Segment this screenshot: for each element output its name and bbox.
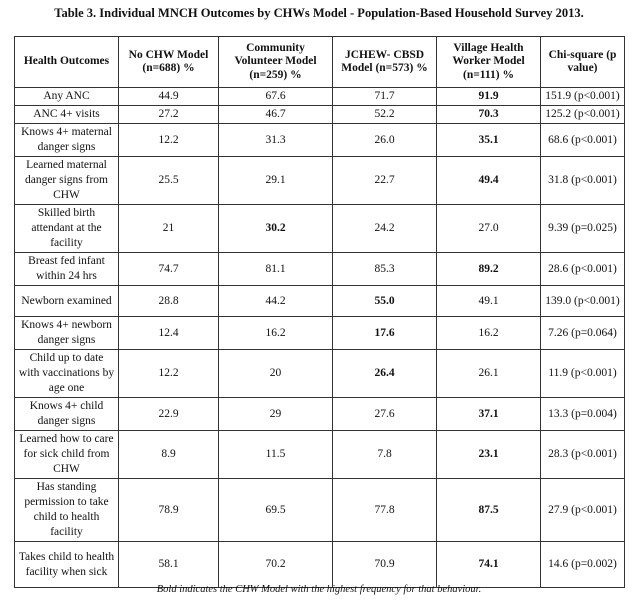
outcome-label-cell: Skilled birth attendant at the facility xyxy=(15,205,119,253)
no-chw-cell: 78.9 xyxy=(119,479,219,542)
chi-square-cell: 9.39 (p=0.025) xyxy=(541,205,625,253)
community-volunteer-cell: 44.2 xyxy=(219,286,333,317)
community-volunteer-cell: 11.5 xyxy=(219,431,333,479)
village-health-worker-cell: 89.2 xyxy=(437,253,541,286)
chi-square-cell: 139.0 (p<0.001) xyxy=(541,286,625,317)
community-volunteer-cell: 69.5 xyxy=(219,479,333,542)
community-volunteer-cell: 46.7 xyxy=(219,106,333,124)
outcome-label-cell: Has standing permission to take child to health facility xyxy=(15,479,119,542)
chi-square-cell: 7.26 (p=0.064) xyxy=(541,317,625,350)
table-body xyxy=(15,88,625,588)
jchew-cbsd-cell: 7.8 xyxy=(333,431,437,479)
community-volunteer-cell: 81.1 xyxy=(219,253,333,286)
community-volunteer-cell: 29 xyxy=(219,398,333,431)
community-volunteer-cell: 29.1 xyxy=(219,157,333,205)
jchew-cbsd-cell: 71.7 xyxy=(333,88,437,106)
jchew-cbsd-cell: 22.7 xyxy=(333,157,437,205)
table-row xyxy=(15,542,625,588)
table-row xyxy=(15,106,625,124)
community-volunteer-cell: 31.3 xyxy=(219,124,333,157)
jchew-cbsd-cell: 17.6 xyxy=(333,317,437,350)
no-chw-cell: 74.7 xyxy=(119,253,219,286)
no-chw-cell: 58.1 xyxy=(119,542,219,588)
community-volunteer-cell: 20 xyxy=(219,350,333,398)
village-health-worker-cell: 23.1 xyxy=(437,431,541,479)
table-row xyxy=(15,398,625,431)
village-health-worker-cell: 87.5 xyxy=(437,479,541,542)
jchew-cbsd-cell: 26.0 xyxy=(333,124,437,157)
jchew-cbsd-cell: 26.4 xyxy=(333,350,437,398)
no-chw-cell: 25.5 xyxy=(119,157,219,205)
chi-square-cell: 151.9 (p<0.001) xyxy=(541,88,625,106)
table-row xyxy=(15,431,625,479)
chi-square-cell: 28.3 (p<0.001) xyxy=(541,431,625,479)
no-chw-cell: 22.9 xyxy=(119,398,219,431)
village-health-worker-cell: 91.9 xyxy=(437,88,541,106)
no-chw-cell: 28.8 xyxy=(119,286,219,317)
table-row xyxy=(15,479,625,542)
village-health-worker-cell: 26.1 xyxy=(437,350,541,398)
header-no-chw: No CHW Model (n=688) % xyxy=(119,37,219,88)
header-community-volunteer: Community Volunteer Model (n=259) % xyxy=(219,37,333,88)
table-row xyxy=(15,286,625,317)
chi-square-cell: 11.9 (p<0.001) xyxy=(541,350,625,398)
header-row xyxy=(15,37,625,88)
village-health-worker-cell: 49.1 xyxy=(437,286,541,317)
village-health-worker-cell: 16.2 xyxy=(437,317,541,350)
outcome-label-cell: Knows 4+ newborn danger signs xyxy=(15,317,119,350)
outcome-label-cell: Newborn examined xyxy=(15,286,119,317)
outcome-label-cell: Learned how to care for sick child from CHW xyxy=(15,431,119,479)
village-health-worker-cell: 49.4 xyxy=(437,157,541,205)
outcome-label-cell: Takes child to health facility when sick xyxy=(15,542,119,588)
chi-square-cell: 125.2 (p<0.001) xyxy=(541,106,625,124)
header-health-outcomes: Health Outcomes xyxy=(15,37,119,88)
outcomes-table xyxy=(14,36,625,588)
chi-square-cell: 68.6 (p<0.001) xyxy=(541,124,625,157)
chi-square-cell: 31.8 (p<0.001) xyxy=(541,157,625,205)
outcome-label-cell: Child up to date with vaccinations by age one xyxy=(15,350,119,398)
outcome-label-cell: Any ANC xyxy=(15,88,119,106)
no-chw-cell: 27.2 xyxy=(119,106,219,124)
no-chw-cell: 8.9 xyxy=(119,431,219,479)
jchew-cbsd-cell: 27.6 xyxy=(333,398,437,431)
jchew-cbsd-cell: 85.3 xyxy=(333,253,437,286)
no-chw-cell: 21 xyxy=(119,205,219,253)
outcome-label-cell: Breast fed infant within 24 hrs xyxy=(15,253,119,286)
village-health-worker-cell: 35.1 xyxy=(437,124,541,157)
chi-square-cell: 27.9 (p<0.001) xyxy=(541,479,625,542)
jchew-cbsd-cell: 52.2 xyxy=(333,106,437,124)
table-row xyxy=(15,88,625,106)
chi-square-cell: 28.6 (p<0.001) xyxy=(541,253,625,286)
village-health-worker-cell: 37.1 xyxy=(437,398,541,431)
header-village-health-worker: Village Health Worker Model (n=111) % xyxy=(437,37,541,88)
header-chi-square: Chi-square (p value) xyxy=(541,37,625,88)
village-health-worker-cell: 70.3 xyxy=(437,106,541,124)
village-health-worker-cell: 27.0 xyxy=(437,205,541,253)
chi-square-cell: 14.6 (p=0.002) xyxy=(541,542,625,588)
outcome-label-cell: Learned maternal danger signs from CHW xyxy=(15,157,119,205)
table-row xyxy=(15,157,625,205)
no-chw-cell: 12.2 xyxy=(119,124,219,157)
table-row xyxy=(15,317,625,350)
community-volunteer-cell: 30.2 xyxy=(219,205,333,253)
community-volunteer-cell: 67.6 xyxy=(219,88,333,106)
no-chw-cell: 12.2 xyxy=(119,350,219,398)
chi-square-cell: 13.3 (p=0.004) xyxy=(541,398,625,431)
table-row xyxy=(15,350,625,398)
jchew-cbsd-cell: 77.8 xyxy=(333,479,437,542)
jchew-cbsd-cell: 24.2 xyxy=(333,205,437,253)
outcome-label-cell: Knows 4+ maternal danger signs xyxy=(15,124,119,157)
jchew-cbsd-cell: 55.0 xyxy=(333,286,437,317)
no-chw-cell: 12.4 xyxy=(119,317,219,350)
table-row xyxy=(15,124,625,157)
community-volunteer-cell: 16.2 xyxy=(219,317,333,350)
footnote: Bold indicates the CHW Model with the highest frequency for that behaviour. xyxy=(156,584,482,595)
community-volunteer-cell: 70.2 xyxy=(219,542,333,588)
village-health-worker-cell: 74.1 xyxy=(437,542,541,588)
outcome-label-cell: ANC 4+ visits xyxy=(15,106,119,124)
table-row xyxy=(15,253,625,286)
jchew-cbsd-cell: 70.9 xyxy=(333,542,437,588)
header-jchew-cbsd: JCHEW- CBSD Model (n=573) % xyxy=(333,37,437,88)
no-chw-cell: 44.9 xyxy=(119,88,219,106)
outcome-label-cell: Knows 4+ child danger signs xyxy=(15,398,119,431)
table-title: Table 3. Individual MNCH Outcomes by CHWs Model - Population-Based Household Survey 2013. xyxy=(54,6,584,20)
table-row xyxy=(15,205,625,253)
